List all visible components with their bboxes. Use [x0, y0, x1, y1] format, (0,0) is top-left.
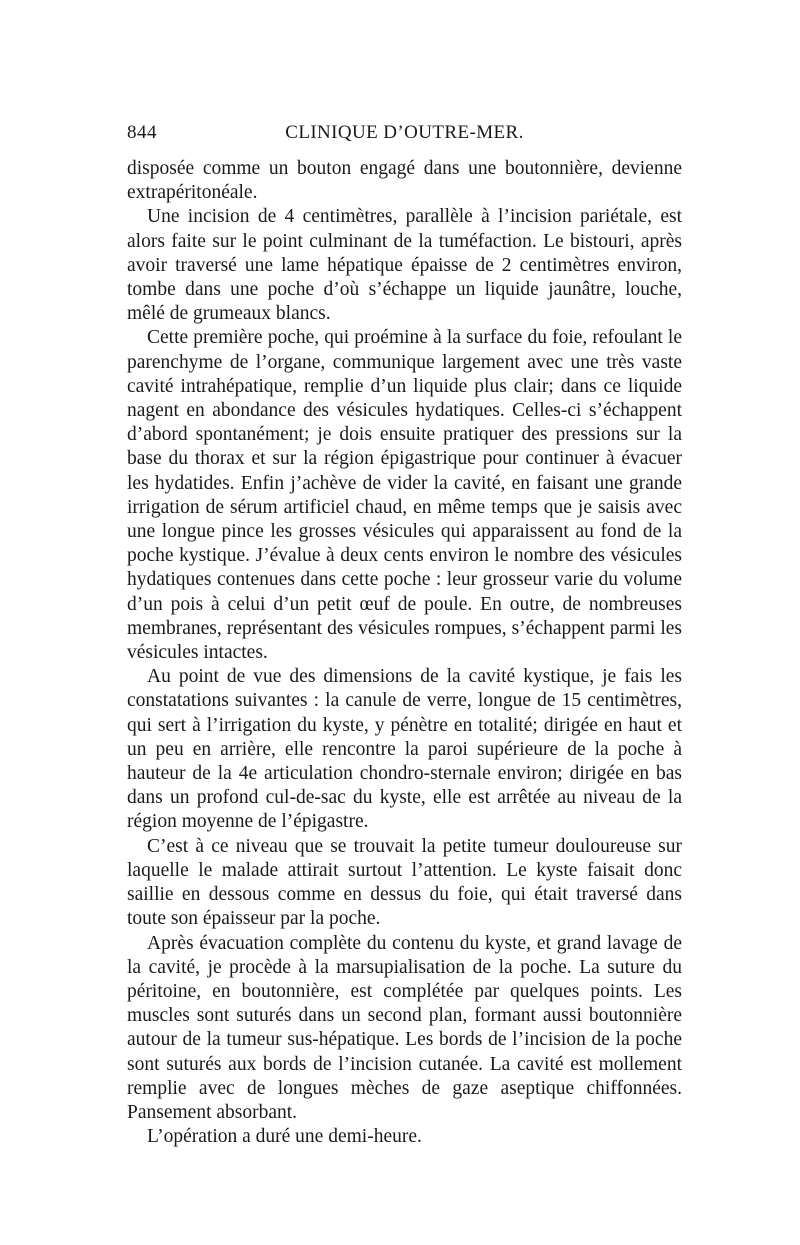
running-title: CLINIQUE D’OUTRE-MER. — [285, 122, 524, 143]
paragraph-continuation: disposée comme un bouton engagé dans une boutonnière, devienne extrapéritonéale. — [127, 158, 682, 204]
paragraph-tumor: C’est à ce niveau que se trouvait la petite tumeur douloureuse sur laquelle le malade attirait surtout l’attention. Le kyste faisait donc saillie en dessous comme en dessus du foie, qui était traversé dans toute son épaisseur par la poche. — [127, 835, 682, 930]
paragraph-incision: Une incision de 4 centimètres, parallèle à l’incision pariétale, est alors faite sur le point culminant de la tuméfaction. Le bistouri, après avoir traversé une lame hépatique épaisse de 2 centimètres environ, tombe dans une poche d’où s’échappe un liquide jaunâtre, louche, mêlé de grumeaux blancs. — [127, 206, 682, 325]
paragraph-duration: L’opération a duré une demi-heure. — [147, 1126, 422, 1148]
paragraph-first-pocket: Cette première poche, qui proémine à la surface du foie, refoulant le parenchyme de l’organe, communique largement avec une très vaste cavité intrahépatique, remplie d’un liquide plus clair; dans ce liquide nagent en abondance des vésicules hydatiques. Celles-ci s’échappent d’abord spontanément; je dois ensuite pratiquer des pressions sur la base du thorax et sur la région épigastrique pour continuer à évacuer les hydatides. Enfin j’achève de vider la cavité, en faisant une grande irrigation de sérum artificiel chaud, en même temps que je saisis avec une longue pince les grosses vésicules qui apparaissent au fond de la poche kystique. J’évalue à deux cents environ le nombre des vésicules hydatiques contenues dans cette poche : leur grosseur varie du volume d’un pois à celui d’un petit œuf de poule. En outre, de nombreuses membranes, représentant des vésicules rompues, s’échappent parmi les vésicules intactes. — [127, 327, 682, 664]
body-text — [127, 157, 682, 1149]
paragraph-dimensions: Au point de vue des dimensions de la cavité kystique, je fais les constatations suivantes : la canule de verre, longue de 15 centimètres, qui sert à l’irrigation du kyste, y pénètre en totalité; dirigée en haut et un peu en arrière, elle rencontre la paroi supérieure de la poche à hauteur de la 4e articulation chondro-sternale environ; dirigée en bas dans un profond cul-de-sac du kyste, elle est arrêtée au niveau de la région moyenne de l’épigastre. — [127, 666, 682, 833]
paragraph-marsupialisation: Après évacuation complète du contenu du kyste, et grand lavage de la cavité, je procède à la marsupialisation de la poche. La suture du péritoine, en boutonnière, est complétée par quelques points. Les muscles sont suturés dans un second plan, formant aussi boutonnière autour de la tumeur sus-hépatique. Les bords de l’incision de la poche sont suturés aux bords de l’incision cutanée. La cavité est mollement remplie avec de longues mèches de gaze aseptique chiffonnées. Pansement absorbant. — [127, 932, 682, 1123]
page-header — [127, 122, 682, 152]
page-number: 844 — [127, 122, 157, 143]
